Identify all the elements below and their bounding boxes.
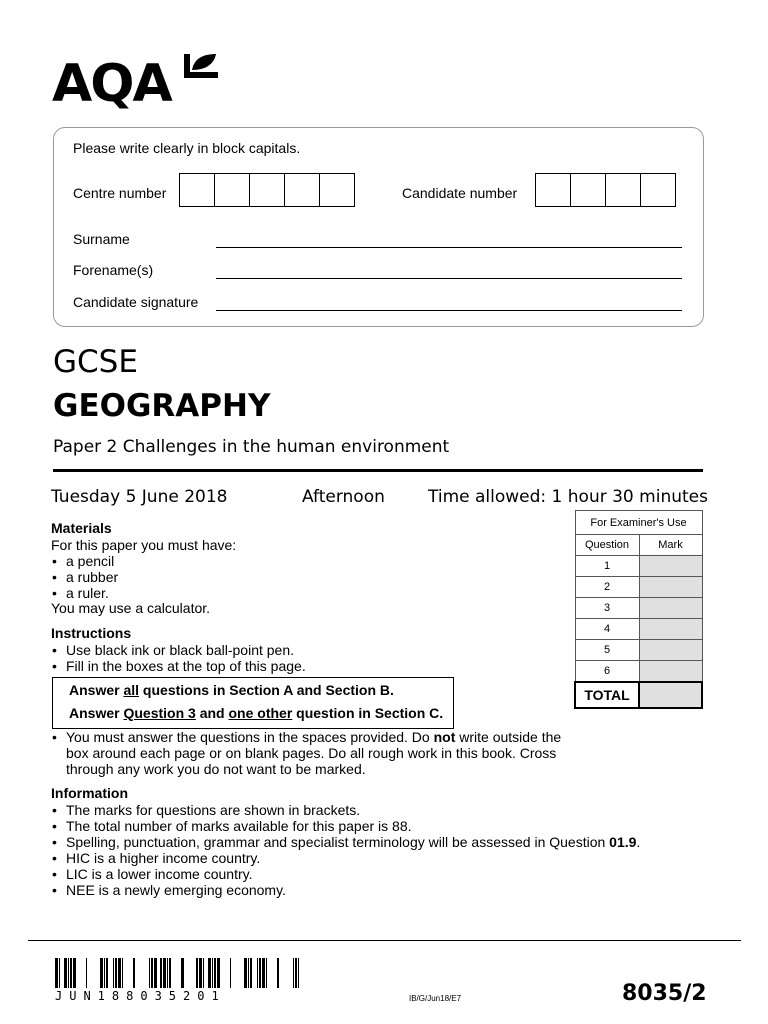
information-list [52, 802, 692, 898]
list-item: • You must answer the questions in the spaces provided. Do not write outside the box around each page or on blank pages. Do all rough work in this book. Cross through any work you do not want to be marked. [52, 729, 562, 777]
paper-code: 8035/2 [622, 981, 707, 1006]
question-number: 1 [575, 556, 639, 577]
block-capitals-instruction: Please write clearly in block capitals. [73, 140, 301, 156]
list-item: • Use black ink or black ball-point pen. [52, 642, 306, 658]
list-item: • Fill in the boxes at the top of this page. [52, 658, 306, 674]
list-item: • a pencil [52, 553, 118, 569]
aqa-logo [52, 52, 222, 112]
materials-list [52, 553, 118, 601]
centre-digit-box[interactable] [179, 173, 215, 207]
exam-date: Tuesday 5 June 2018 [51, 487, 228, 507]
mark-cell [639, 598, 702, 619]
candidate-digit-box[interactable] [570, 173, 606, 207]
answer-space-instruction [52, 729, 562, 777]
centre-number-boxes[interactable] [180, 173, 355, 207]
centre-number-label: Centre number [73, 185, 167, 201]
list-item: • NEE is a newly emerging economy. [52, 882, 692, 898]
title-divider [53, 469, 703, 472]
mark-cell [639, 640, 702, 661]
question-number: 4 [575, 619, 639, 640]
list-item: • a rubber [52, 569, 118, 585]
question-number: 2 [575, 577, 639, 598]
paper-reference: IB/G/Jun18/E7 [409, 994, 462, 1003]
forename-label: Forename(s) [73, 262, 154, 278]
surname-line[interactable] [216, 247, 682, 248]
table-title: For Examiner's Use [575, 511, 702, 535]
list-item: • The marks for questions are shown in brackets. [52, 802, 692, 818]
mark-header: Mark [639, 535, 702, 556]
logo-text: AQA [52, 54, 171, 114]
answer-line-2: Answer Question 3 and one other question in Section C. [69, 705, 444, 721]
mark-cell [639, 577, 702, 598]
barcode-number: JUN188035201 [55, 989, 226, 1003]
information-heading: Information [51, 785, 128, 801]
examiners-use-table [574, 510, 703, 707]
candidate-digit-box[interactable] [605, 173, 641, 207]
candidate-details-box [53, 127, 704, 327]
mark-cell [639, 556, 702, 577]
centre-digit-box[interactable] [214, 173, 250, 207]
question-number: 5 [575, 640, 639, 661]
candidate-digit-box[interactable] [640, 173, 676, 207]
centre-digit-box[interactable] [319, 173, 355, 207]
surname-label: Surname [73, 231, 130, 247]
mark-cell [639, 661, 702, 682]
total-label: TOTAL [575, 682, 639, 708]
barcode [55, 958, 299, 988]
signature-line[interactable] [216, 310, 682, 311]
paper-title: Paper 2 Challenges in the human environment [53, 437, 450, 457]
list-item: • HIC is a higher income country. [52, 850, 692, 866]
candidate-number-boxes[interactable] [536, 173, 676, 207]
list-item: • LIC is a lower income country. [52, 866, 692, 882]
footer-divider [28, 940, 741, 941]
materials-heading: Materials [51, 520, 112, 536]
list-item: • Spelling, punctuation, grammar and specialist terminology will be assessed in Question 01.9. [52, 834, 692, 850]
centre-digit-box[interactable] [249, 173, 285, 207]
question-number: 3 [575, 598, 639, 619]
answer-line-1: Answer all questions in Section A and Section B. [69, 682, 394, 698]
instructions-heading: Instructions [51, 625, 132, 641]
question-header: Question [575, 535, 639, 556]
leaf-icon [180, 52, 220, 82]
materials-intro: For this paper you must have: [51, 537, 237, 553]
question-number: 6 [575, 661, 639, 682]
candidate-number-label: Candidate number [402, 185, 518, 201]
list-item: • a ruler. [52, 585, 118, 601]
list-item: • The total number of marks available for this paper is 88. [52, 818, 692, 834]
instructions-list [52, 642, 306, 674]
exam-session: Afternoon [302, 487, 385, 507]
forename-line[interactable] [216, 278, 682, 279]
qualification-title: GCSE [53, 344, 138, 380]
total-mark-cell [639, 682, 702, 708]
mark-cell [639, 619, 702, 640]
subject-title: GEOGRAPHY [53, 388, 271, 424]
candidate-digit-box[interactable] [535, 173, 571, 207]
time-allowed: Time allowed: 1 hour 30 minutes [428, 487, 708, 507]
signature-label: Candidate signature [73, 294, 199, 310]
calculator-note: You may use a calculator. [51, 600, 211, 616]
centre-digit-box[interactable] [284, 173, 320, 207]
answer-instructions-box [52, 677, 454, 729]
